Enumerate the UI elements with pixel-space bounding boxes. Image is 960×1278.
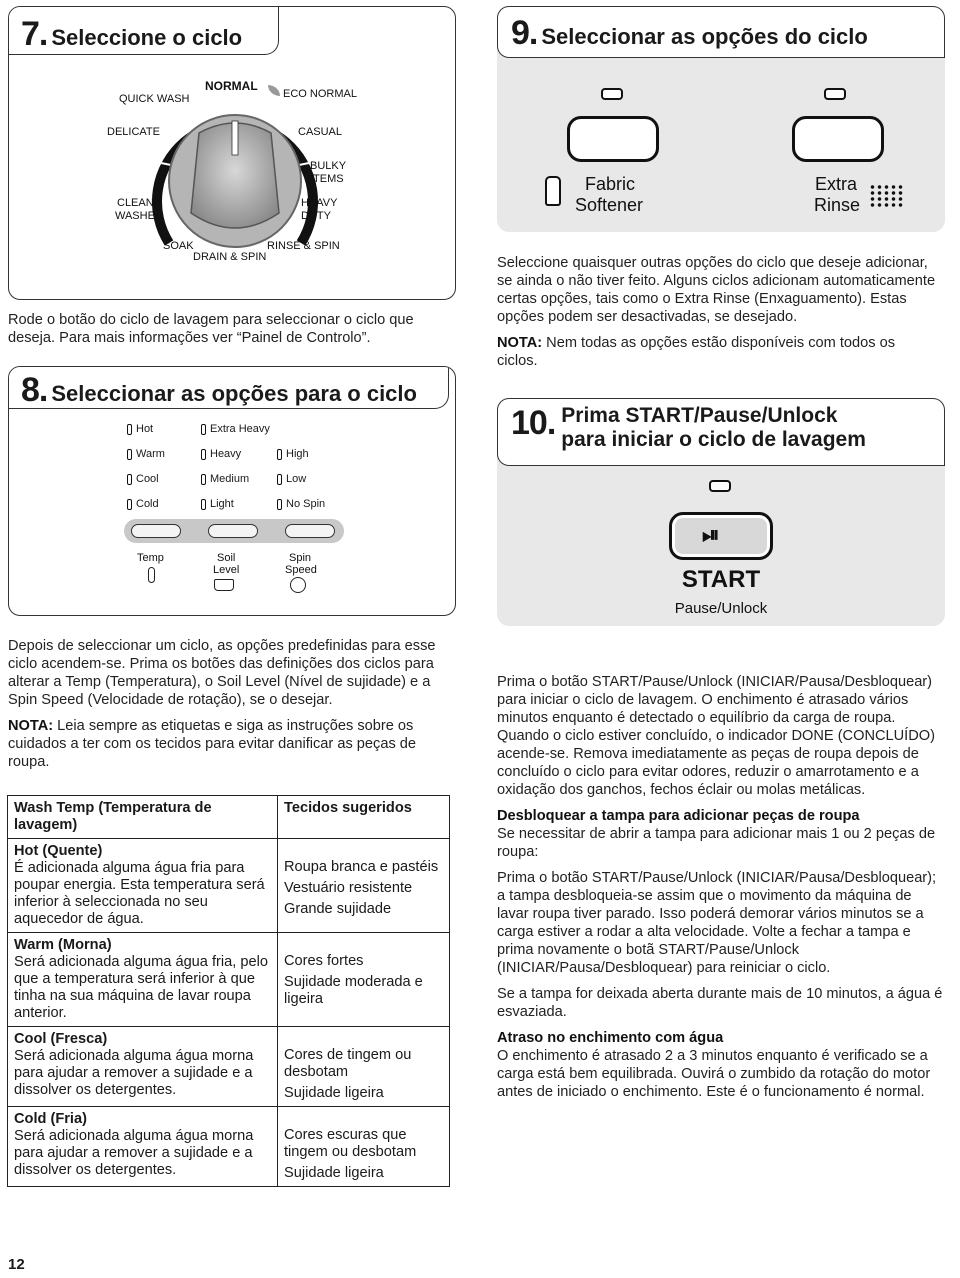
soil-label-2: Level <box>213 564 240 576</box>
dial-casual: CASUAL <box>298 126 343 138</box>
temp-name: Warm (Morna) <box>14 937 112 953</box>
pause-unlock-label: Pause/Unlock <box>674 600 768 617</box>
soil-level-button[interactable] <box>208 524 258 538</box>
start-indicator <box>709 480 731 492</box>
fabric-item: Roupa branca e pastéis <box>284 859 439 875</box>
dial-normal: NORMAL <box>205 79 258 93</box>
dial-soak: SOAK <box>163 240 194 252</box>
dial-delicate: DELICATE <box>107 126 160 138</box>
table-header-row <box>8 796 450 839</box>
step9-note <box>497 334 937 370</box>
dial-heavy-2: DUTY <box>301 210 331 222</box>
option-label: No Spin <box>286 498 326 510</box>
dial-drain-spin: DRAIN & SPIN <box>193 251 267 263</box>
soil-option-light <box>201 498 234 510</box>
step10-number: 10. <box>511 404 556 442</box>
option-label: Extra Heavy <box>210 423 270 435</box>
led-icon <box>127 424 132 435</box>
step8-number: 8. <box>21 371 48 409</box>
extra-rinse-button[interactable] <box>792 116 884 162</box>
spin-icon <box>290 577 306 593</box>
unlock-text: Se necessitar de abrir a tampa para adicionar mais 1 ou 2 peças de roupa: <box>497 826 936 860</box>
led-icon <box>277 474 282 485</box>
temp-option-cold <box>127 498 159 510</box>
spin-option-low <box>277 473 306 485</box>
step8-panel <box>8 366 456 616</box>
temp-name: Hot (Quente) <box>14 843 103 859</box>
temp-option-hot <box>127 423 153 435</box>
delay-heading: Atraso no enchimento com água <box>497 1030 724 1046</box>
dial-clean-1: CLEAN <box>117 197 154 209</box>
soil-option-heavy <box>201 448 241 460</box>
dial-quick-wash: QUICK WASH <box>119 93 190 105</box>
cycle-dial[interactable] <box>147 93 323 261</box>
delay-text: O enchimento é atrasado 2 a 3 minutos enquanto é verificado se a carga está bem equilibrada. Ouvirá o zumbido da rotação do motor antes de iniciado o enchimento. Este é o funcionamento é normal. <box>497 1048 931 1100</box>
spin-label-2: Speed <box>285 564 317 576</box>
option-button-bar <box>124 519 344 543</box>
step8-heading <box>21 371 417 410</box>
play-pause-icon: ⏯ <box>702 523 720 548</box>
temp-desc: Será adicionada alguma água morna para ajudar a remover a sujidade e a dissolver os detergentes. <box>14 1128 254 1178</box>
option-label: Low <box>286 473 307 485</box>
step10-text <box>497 673 945 1109</box>
step9-number: 9. <box>511 14 538 52</box>
table-row <box>8 1107 450 1187</box>
option-label: Cold <box>136 498 159 510</box>
unlock-heading: Desbloquear a tampa para adicionar peças de roupa <box>497 808 860 824</box>
fabric-label-2: Softener <box>575 195 644 215</box>
fabric-item: Vestuário resistente <box>284 880 413 896</box>
step10-title <box>561 404 866 452</box>
table-cell-temp <box>8 933 278 1027</box>
step7-title: Seleccione o ciclo <box>51 25 243 50</box>
dial-heavy-1: HEAVY <box>301 197 338 209</box>
dial-bulky-2: ITEMS <box>310 173 344 185</box>
fabric-item: Sujidade moderada e ligeira <box>284 974 423 1007</box>
step9-panel <box>497 6 945 232</box>
water-spray-icon <box>869 184 905 208</box>
option-label: High <box>286 448 309 460</box>
dial-clean-2: WASHER <box>115 210 163 222</box>
softener-bottle-icon <box>545 176 561 206</box>
temp-label: Temp <box>137 552 164 564</box>
temp-name: Cool (Fresca) <box>14 1031 108 1047</box>
temp-desc: É adicionada alguma água fria para poupar energia. Esta temperatura será inferior à seleccionada no seu aquecedor de água. <box>14 860 265 927</box>
option-label: Light <box>210 498 234 510</box>
soil-option-extra-heavy <box>201 423 270 435</box>
note-text: Leia sempre as etiquetas e siga as instruções sobre os cuidados a ter com os tecidos para evitar danificar as peças de roupa. <box>8 718 417 770</box>
table-cell-fabrics <box>278 1027 450 1107</box>
shirt-icon <box>214 579 234 591</box>
led-icon <box>127 449 132 460</box>
led-icon <box>127 499 132 510</box>
dial-rinse-spin: RINSE & SPIN <box>267 240 340 252</box>
start-label: START <box>681 566 761 593</box>
lid-open-paragraph: Se a tampa for deixada aberta durante mais de 10 minutos, a água é esvaziada. <box>497 986 943 1020</box>
step8-title: Seleccionar as opções para o ciclo <box>51 381 417 406</box>
fabric-softener-button[interactable] <box>567 116 659 162</box>
thermometer-icon <box>148 567 155 583</box>
led-icon <box>201 449 206 460</box>
step9-heading <box>511 14 868 53</box>
temp-desc: Será adicionada alguma água morna para ajudar a remover a sujidade e a dissolver os detergentes. <box>14 1048 254 1098</box>
temp-option-warm <box>127 448 165 460</box>
dial-bulky-1: BULKY <box>310 160 347 172</box>
step7-number: 7. <box>21 15 48 53</box>
step7-heading <box>21 15 242 54</box>
table-cell-temp <box>8 1107 278 1187</box>
spin-speed-button[interactable] <box>285 524 335 538</box>
step8-text <box>8 637 448 779</box>
extra-label-2: Rinse <box>814 195 861 215</box>
page-number: 12 <box>8 1256 25 1273</box>
option-label: Cool <box>136 473 159 485</box>
table-cell-temp <box>8 1027 278 1107</box>
note-label: NOTA: <box>497 335 543 351</box>
spin-option-high <box>277 448 309 460</box>
step10-title-line-1: Prima START/Pause/Unlock <box>561 404 838 427</box>
dial-eco-normal: ECO NORMAL <box>283 88 357 100</box>
temp-option-cool <box>127 473 159 485</box>
option-label: Warm <box>136 448 165 460</box>
fabric-item: Cores escuras que tingem ou desbotam <box>284 1127 417 1160</box>
option-label: Hot <box>136 423 154 435</box>
table-row <box>8 933 450 1027</box>
fabric-label-1: Fabric <box>585 174 636 194</box>
note-text: Nem todas as opções estão disponíveis com todos os ciclos. <box>497 335 895 369</box>
temp-desc: Será adicionada alguma água fria, pelo que a temperatura será inferior à que tinha na sua máquina de lavar roupa anterior. <box>14 954 268 1021</box>
led-icon <box>277 449 282 460</box>
step8-paragraph: Depois de seleccionar um ciclo, as opções predefinidas para esse ciclo acendem-se. Prima os botões das definições dos ciclos para alterar a Temp (Temperatura), o Soil Level (Nível de sujidade) e a Spin Speed (Velocidade de rotação), se o desejar. <box>8 638 436 708</box>
fabric-item: Cores fortes <box>284 953 364 969</box>
soil-label-1: Soil <box>217 552 236 564</box>
fabric-item: Sujidade ligeira <box>284 1165 384 1181</box>
temp-button[interactable] <box>131 524 181 538</box>
led-icon <box>127 474 132 485</box>
fabric-item: Cores de tingem ou desbotam <box>284 1047 412 1080</box>
led-icon <box>201 424 206 435</box>
unlock-paragraph: Prima o botão START/Pause/Unlock (INICIAR/Pausa/Desbloquear); a tampa desbloqueia-se assim que o movimento da máquina de lavar roupa tiver parado. Isso poderá demorar vários minutos se a carga estiver a rodar a alta velocidade. Volte a fechar a tampa e prima novamente o botã START/Pause/Unlock (INICIAR/Pausa/Desbloquear) para reiniciar o ciclo. <box>497 870 937 976</box>
step9-title: Seleccionar as opções do ciclo <box>541 24 868 49</box>
step8-note <box>8 717 448 771</box>
led-icon <box>201 474 206 485</box>
fabric-item: Grande sujidade <box>284 901 392 917</box>
fabric-softener-indicator <box>601 88 623 100</box>
table-header-temp: Wash Temp (Temperatura de lavagem) <box>8 796 278 839</box>
step7-text: Rode o botão do ciclo de lavagem para seleccionar o ciclo que deseja. Para mais informações ver “Painel de Controlo”. <box>8 312 414 346</box>
start-pause-button[interactable] <box>669 512 773 560</box>
table-cell-fabrics <box>278 1107 450 1187</box>
step9-text <box>497 254 937 378</box>
table-header-fabrics: Tecidos sugeridos <box>278 796 450 839</box>
extra-label-1: Extra <box>815 174 858 194</box>
note-label: NOTA: <box>8 718 54 734</box>
led-icon <box>277 499 282 510</box>
table-cell-temp <box>8 839 278 933</box>
table-row <box>8 1027 450 1107</box>
table-cell-fabrics <box>278 933 450 1027</box>
wash-temp-table <box>7 795 450 1187</box>
step10-title-line-2: para iniciar o ciclo de lavagem <box>561 428 866 451</box>
fabric-item: Sujidade ligeira <box>284 1085 384 1101</box>
extra-rinse-indicator <box>824 88 846 100</box>
step9-paragraph: Seleccione quaisquer outras opções do ciclo que deseje adicionar, se ainda o não tiver feito. Alguns ciclos adicionam automaticamente certas opções, tais como o Extra Rinse (Enxaguamento). Estas opções podem ser desactivadas, se desejado. <box>497 255 936 325</box>
spin-label-1: Spin <box>289 552 312 564</box>
step10-paragraph: Prima o botão START/Pause/Unlock (INICIAR/Pausa/Desbloquear) para iniciar o ciclo de lavagem. O enchimento é atrasado vários minutos enquanto é detectado o equilíbrio da carga de roupa. Quando o ciclo estiver concluído, o indicador DONE (CONCLUÍDO) acende-se. Remova imediatamente as peças de roupa depois de concluído o ciclo para evitar odores, reduzir o amarrotamento e a oxidação dos ganchos, fechos éclair ou molas metálicas. <box>497 674 935 798</box>
spin-option-no-spin <box>277 498 325 510</box>
option-label: Medium <box>210 473 250 485</box>
option-label: Heavy <box>210 448 242 460</box>
step7-panel <box>8 6 456 300</box>
step10-heading <box>511 404 866 452</box>
soil-option-medium <box>201 473 249 485</box>
table-cell-fabrics <box>278 839 450 933</box>
temp-name: Cold (Fria) <box>14 1111 87 1127</box>
led-icon <box>201 499 206 510</box>
table-row <box>8 839 450 933</box>
step10-panel <box>497 398 945 626</box>
